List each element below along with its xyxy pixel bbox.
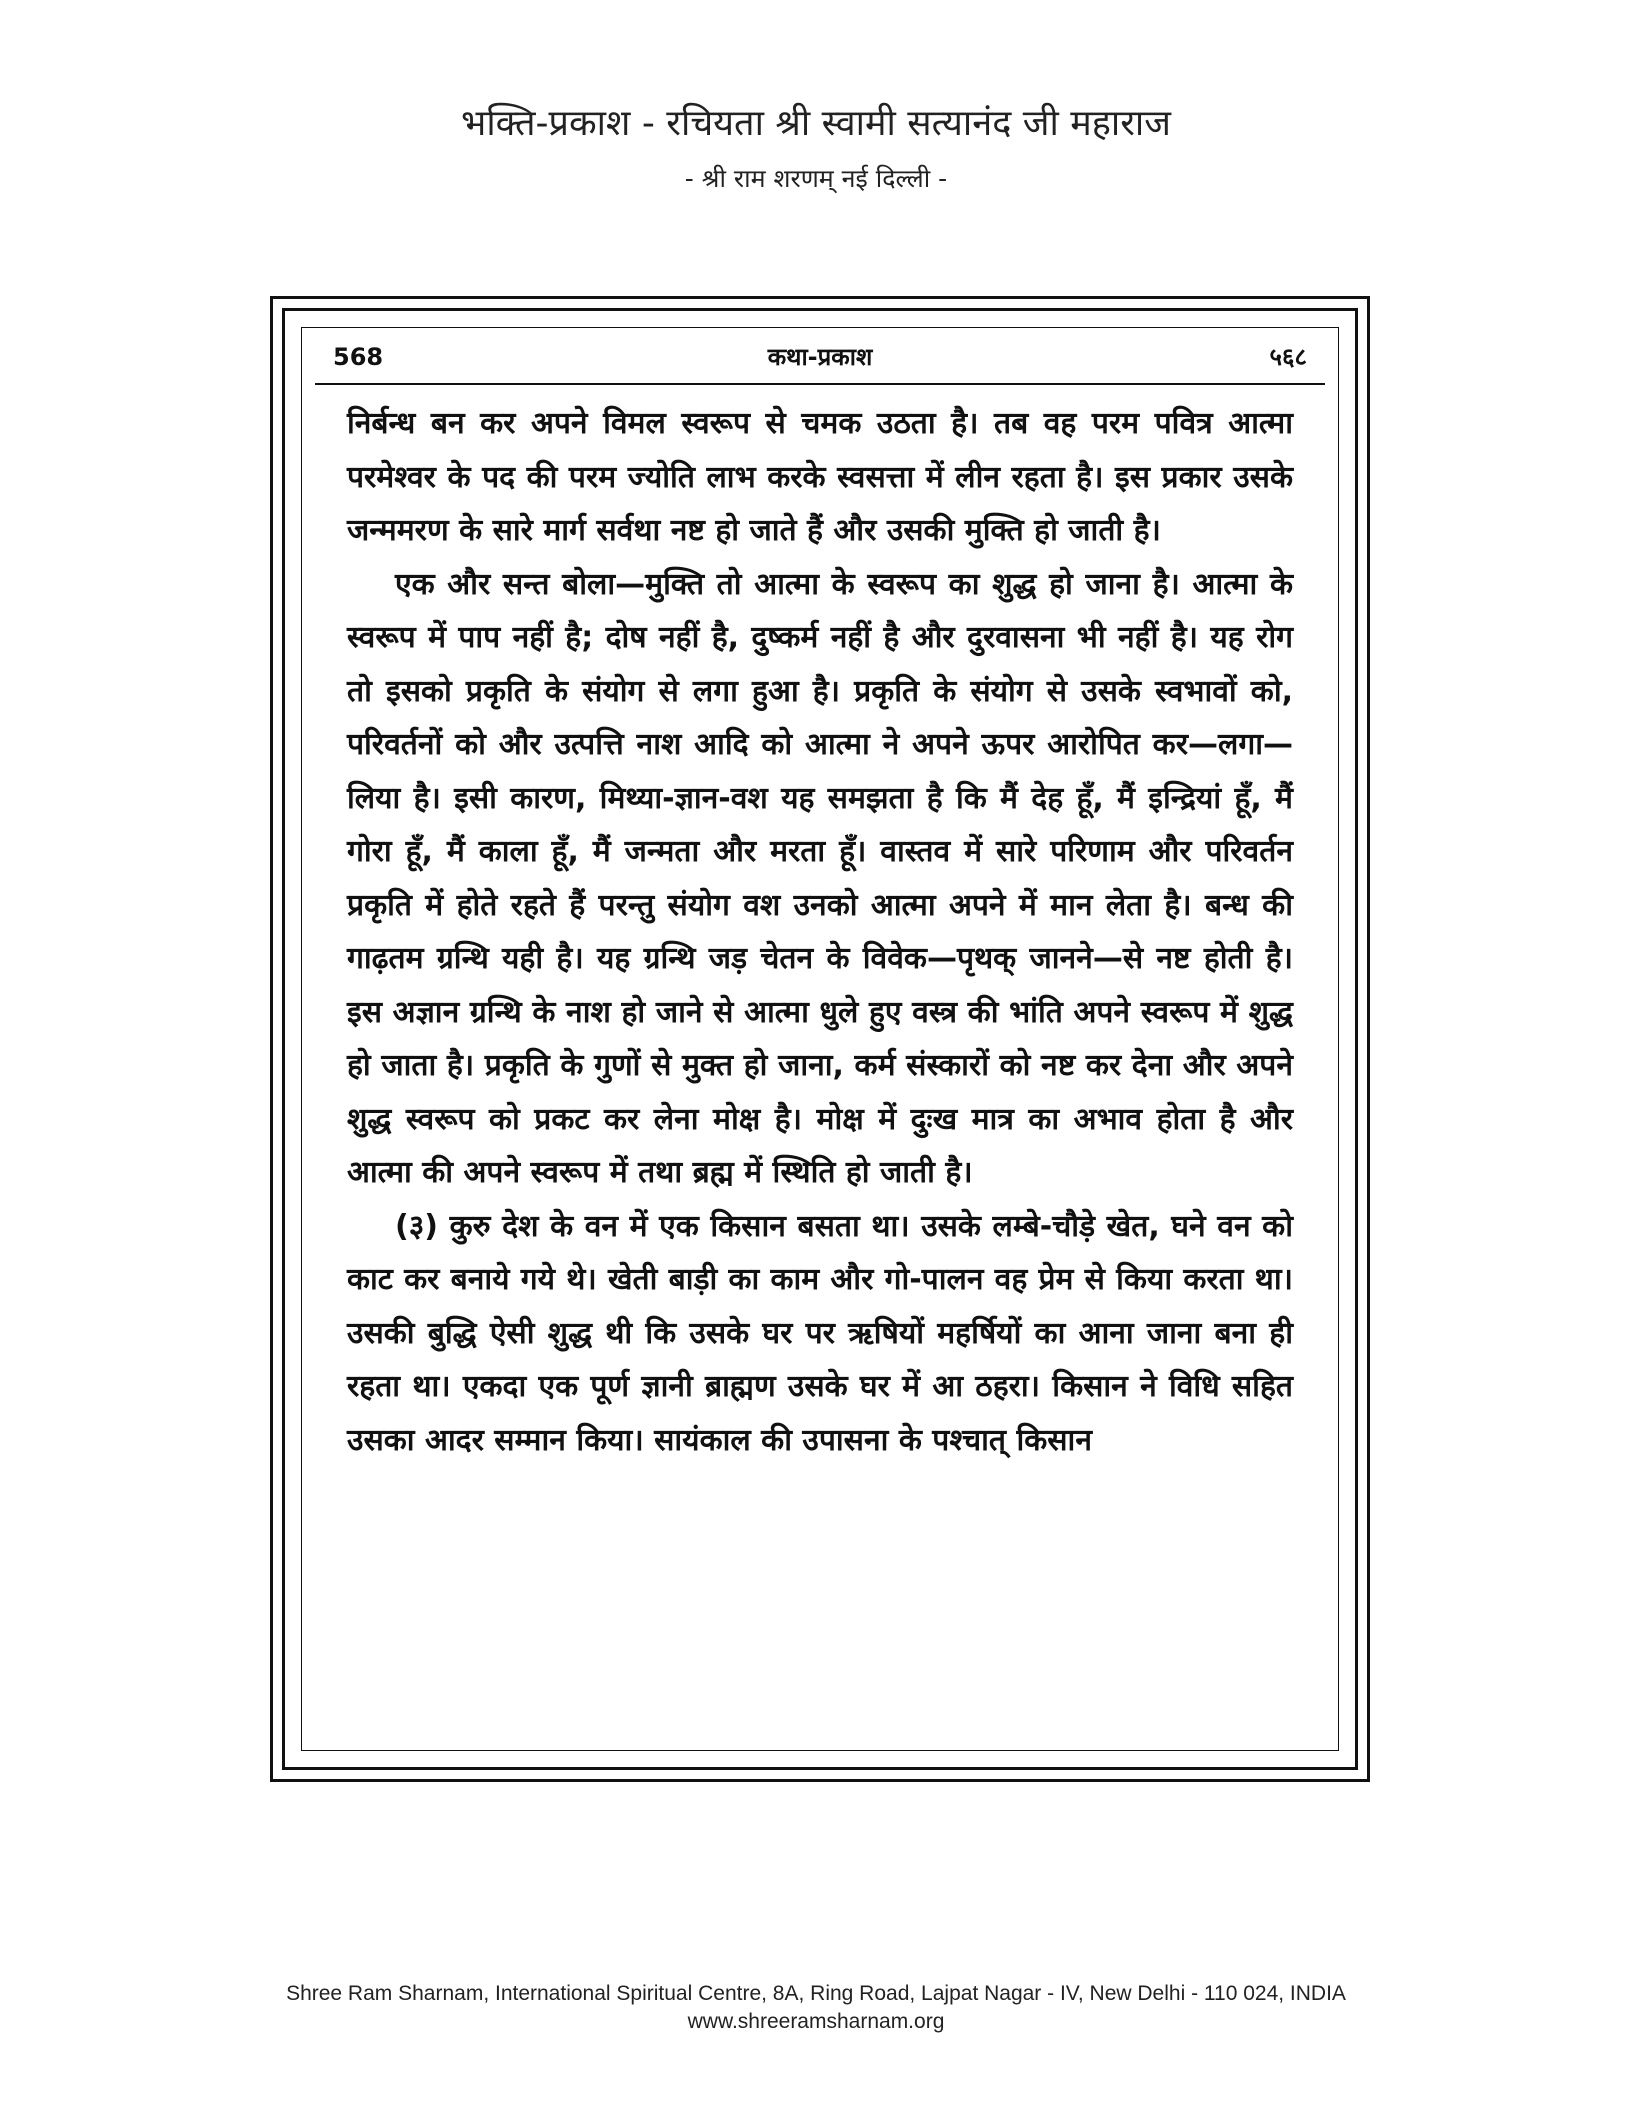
footer-address: Shree Ram Sharnam, International Spiritual Centre, 8A, Ring Road, Lajpat Nagar - IV, New Delhi - 110 024, INDIA — [286, 1982, 1346, 2005]
page-number-devanagari: ५६८ — [1269, 343, 1307, 371]
footer-website: www.shreeramsharnam.org — [687, 2010, 945, 2033]
page-number-latin: 568 — [333, 343, 384, 371]
paragraph-1: निर्बन्ध बन कर अपने विमल स्वरूप से चमक उठता है। तब वह परम पवित्र आत्मा परमेश्वर के पद की परम ज्योति लाभ करके स्वसत्ता में लीन रहता है। इस प्रकार उसके जन्ममरण के सारे मार्ग सर्वथा नष्ट हो जाते हैं और उसकी मुक्ति हो जाती है। — [347, 406, 1293, 548]
book-title: भक्ति-प्रकाश - रचियता श्री स्वामी सत्यानंद जी महाराज — [461, 103, 1171, 144]
page-body — [347, 397, 1293, 1467]
document-footer — [0, 1980, 1632, 2036]
running-title: कथा-प्रकाश — [767, 343, 873, 371]
page-border-outer — [270, 296, 1370, 1782]
document-header — [0, 100, 1632, 196]
header-divider — [315, 383, 1325, 385]
publisher-line: - श्री राम शरणम् नई दिल्ली - — [684, 164, 948, 193]
running-head — [333, 337, 1307, 377]
page-border-inner — [282, 308, 1358, 1770]
paragraph-3: (३) कुरु देश के वन में एक किसान बसता था। उसके लम्बे-चौड़े खेत, घने वन को काट कर बनाये गये थे। खेती बाड़ी का काम और गो-पालन वह प्रेम से किया करता था। उसकी बुद्धि ऐसी शुद्ध थी कि उसके घर पर ऋषियों महर्षियों का आना जाना बना ही रहता था। एकदा एक पूर्ण ज्ञानी ब्राह्मण उसके घर में आ ठहरा। किसान ने विधि सहित उसका आदर सम्मान किया। सायंकाल की उपासना के पश्चात् किसान — [347, 1208, 1293, 1458]
paragraph-2: एक और सन्त बोला—मुक्ति तो आत्मा के स्वरूप का शुद्ध हो जाना है। आत्मा के स्वरूप में पाप नहीं है; दोष नहीं है, दुष्कर्म नहीं है और दुरवासना भी नहीं है। यह रोग तो इसको प्रकृति के संयोग से लगा हुआ है। प्रकृति के संयोग से उसके स्वभावों को, परिवर्तनों को और उत्पत्ति नाश आदि को आत्मा ने अपने ऊपर आरोपित कर—लगा—लिया है। इसी कारण, मिथ्या-ज्ञान-वश यह समझता है कि मैं देह हूँ, मैं इन्द्रियां हूँ, मैं गोरा हूँ, मैं काला हूँ, मैं जन्मता और मरता हूँ। वास्तव में सारे परिणाम और परिवर्तन प्रकृति में होते रहते हैं परन्तु संयोग वश उनको आत्मा अपने में मान लेता है। बन्ध की गाढ़तम ग्रन्थि यही है। यह ग्रन्थि जड़ चेतन के विवेक—पृथक् जानने—से नष्ट होती है। इस अज्ञान ग्रन्थि के नाश हो जाने से आत्मा धुले हुए वस्त्र की भांति अपने स्वरूप में शुद्ध हो जाता है। प्रकृति के गुणों से मुक्त हो जाना, कर्म संस्कारों को नष्ट कर देना और अपने शुद्ध स्वरूप को प्रकट कर लेना मोक्ष है। मोक्ष में दुःख मात्र का अभाव होता है और आत्मा की अपने स्वरूप में तथा ब्रह्म में स्थिति हो जाती है। — [347, 566, 1293, 1190]
